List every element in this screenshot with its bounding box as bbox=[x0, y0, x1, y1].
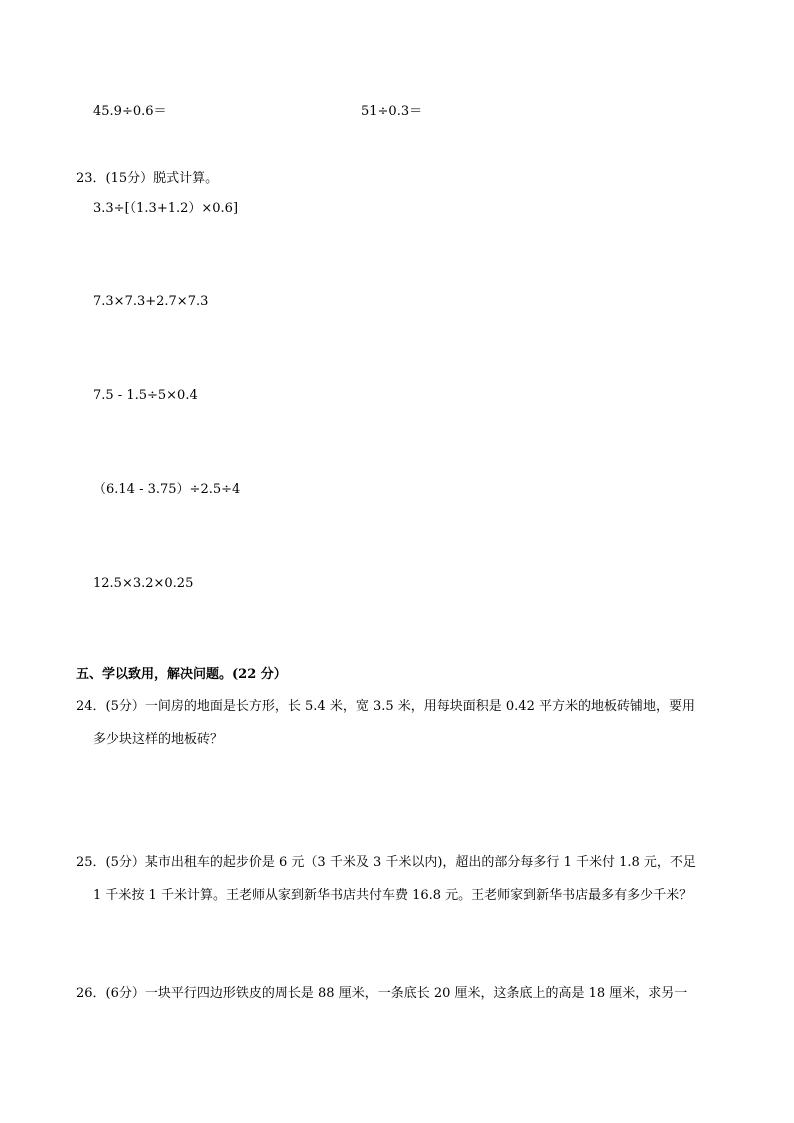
q22-expression-a: 45.9÷0.6＝ bbox=[93, 104, 167, 119]
q23-title: 23．(15分）脱式计算。 bbox=[76, 171, 219, 186]
section-5-title: 五、学以致用，解决问题。(22 分） bbox=[76, 667, 287, 682]
q23-item-1: 3.3÷[（1.3+1.2）×0.6] bbox=[93, 201, 239, 216]
q23-item-5: 12.5×3.2×0.25 bbox=[93, 576, 194, 591]
q22-expression-b: 51÷0.3＝ bbox=[361, 104, 423, 119]
q26-line-1: 26．(6分）一块平行四边形铁皮的周长是 88 厘米，一条底长 20 厘米，这条底上的高是 18 厘米，求另一 bbox=[76, 986, 688, 1001]
q25-line-2: 1 千米按 1 千米计算。王老师从家到新华书店共付车费 16.8 元。王老师家到新华书店最多有多少千米？ bbox=[93, 888, 693, 903]
q25-line-1: 25．(5分）某市出租车的起步价是 6 元（3 千米及 3 千米以内)，超出的部分每多行 1 千米付 1.8 元，不足 bbox=[76, 855, 696, 870]
q24-line-1: 24．(5分）一间房的地面是长方形，长 5.4 米，宽 3.5 米，用每块面积是 0.42 平方米的地板砖铺地，要用 bbox=[76, 699, 695, 714]
q23-item-3: 7.5 - 1.5÷5×0.4 bbox=[93, 388, 198, 403]
q24-line-2: 多少块这样的地板砖？ bbox=[93, 732, 224, 747]
q23-item-4: （6.14 - 3.75）÷2.5÷4 bbox=[93, 482, 241, 497]
q23-item-2: 7.3×7.3+2.7×7.3 bbox=[93, 294, 209, 309]
